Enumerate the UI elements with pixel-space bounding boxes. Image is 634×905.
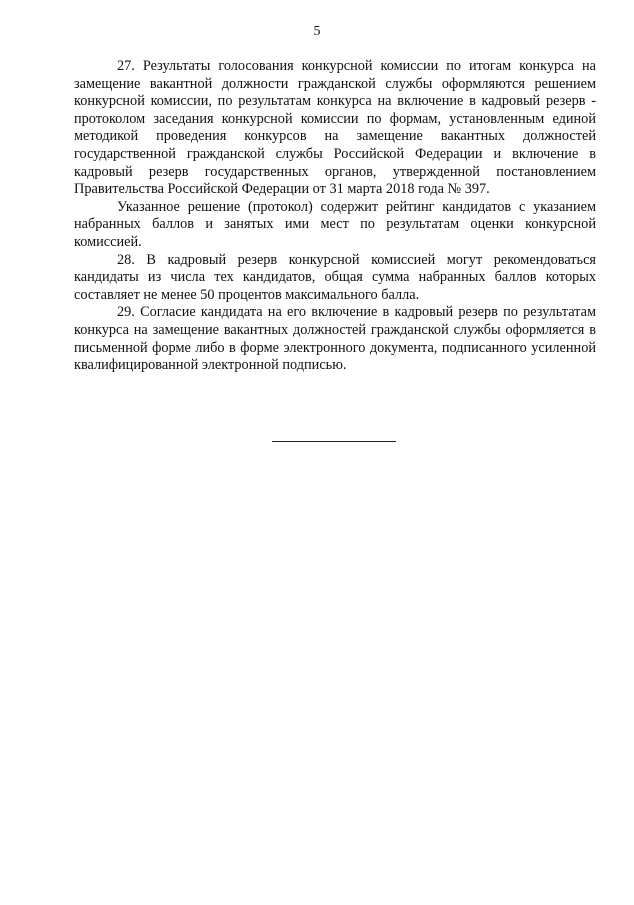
page-number: 5: [313, 24, 321, 39]
end-separator-line: [272, 441, 396, 442]
document-body: [74, 58, 596, 375]
paragraph-27: 27. Результаты голосования конкурсной комиссии по итогам конкурса на замещение вакантной должности гражданской службы оформляются решением конкурсной комиссии, по результатам конкурса на включение в кадровый резерв - протоколом заседания конкурсной комиссии по формам, установленным единой методикой проведения конкурсов на замещение вакантных должностей государственной гражданской службы Российской Федерации и включение в кадровый резерв государственных органов, утвержденной постановлением Правительства Российской Федерации от 31 марта 2018 года № 397.: [74, 58, 596, 198]
paragraph-29: 29. Согласие кандидата на его включение в кадровый резерв по результатам конкурса на замещение вакантных должностей гражданской службы оформляется в письменной форме либо в форме электронного документа, подписанного усиленной квалифицированной электронной подписью.: [74, 304, 596, 374]
paragraph-28: 28. В кадровый резерв конкурсной комиссией могут рекомендоваться кандидаты из числа тех кандидатов, общая сумма набранных баллов которых составляет не менее 50 процентов максимального балла.: [74, 251, 596, 303]
paragraph-27-note: Указанное решение (протокол) содержит рейтинг кандидатов с указанием набранных баллов и занятых ими мест по результатам оценки конкурсной комиссией.: [74, 198, 596, 250]
